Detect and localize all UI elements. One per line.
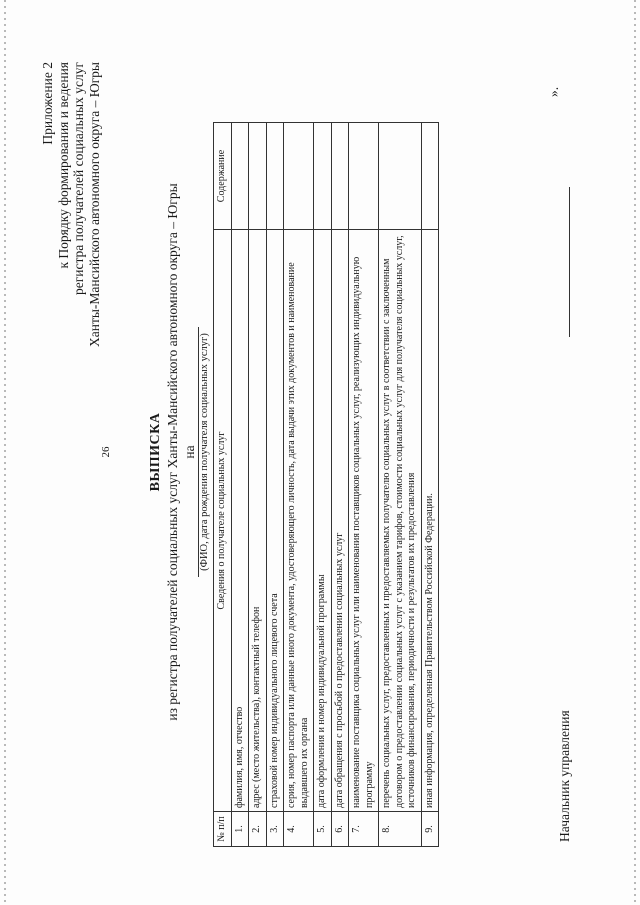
row-text: дата оформления и номер индивидуальной программы bbox=[314, 230, 332, 812]
row-content bbox=[331, 123, 349, 230]
row-number: 3. bbox=[266, 812, 284, 847]
document-title: ВЫПИСКА bbox=[148, 412, 163, 492]
table-row bbox=[314, 123, 332, 847]
table-row bbox=[266, 123, 284, 847]
row-text: серия, номер паспорта или данные иного документа, удостоверяющего личность, дата выдачи этих документов и наименование выдавшего их органа bbox=[284, 230, 314, 812]
header-info: Сведения о получателе социальных услуг bbox=[214, 230, 232, 812]
rotated-content bbox=[25, 22, 615, 882]
header-content: Содержание bbox=[214, 123, 232, 230]
row-number: 8. bbox=[379, 812, 422, 847]
fold-line-left bbox=[4, 0, 6, 905]
row-content bbox=[314, 123, 332, 230]
appendix-header bbox=[40, 62, 102, 347]
row-number: 9. bbox=[421, 812, 439, 847]
info-table bbox=[213, 122, 439, 847]
row-content bbox=[421, 123, 439, 230]
table-row bbox=[249, 123, 267, 847]
fold-line-right bbox=[634, 0, 636, 905]
row-number: 2. bbox=[249, 812, 267, 847]
row-text: иная информация, определенная Правительством Российской Федерации. bbox=[421, 230, 439, 812]
table-row bbox=[421, 123, 439, 847]
table-row bbox=[379, 123, 422, 847]
row-content bbox=[379, 123, 422, 230]
row-content bbox=[266, 123, 284, 230]
row-text: наименование поставщика социальных услуг или наименования поставщиков социальных услуг, реализующих индивидуальную программу bbox=[349, 230, 379, 812]
table-header-row bbox=[214, 123, 232, 847]
appendix-line-4: Ханты-Мансийского автономного округа – Югры bbox=[86, 62, 102, 347]
row-text: фамилия, имя, отчество bbox=[231, 230, 249, 812]
row-number: 4. bbox=[284, 812, 314, 847]
row-content bbox=[284, 123, 314, 230]
row-content bbox=[249, 123, 267, 230]
page-number: 26 bbox=[100, 446, 112, 458]
row-content bbox=[349, 123, 379, 230]
table-row bbox=[284, 123, 314, 847]
row-text: перечень социальных услуг, предоставленных и предоставляемых получателю социальных услуг в соответствии с заключенным договором о предоставлении социальных услуг с указанием тарифов, стоимости социальных услуг для получателя социальных услуг, источников финансирования, периодичности и результатов их предоставления bbox=[379, 230, 422, 812]
row-content bbox=[231, 123, 249, 230]
table-row bbox=[349, 123, 379, 847]
row-text: страховой номер индивидуального лицевого счета bbox=[266, 230, 284, 812]
row-text: адрес (место жительства), контактный телефон bbox=[249, 230, 267, 812]
date-prefix: на bbox=[182, 445, 197, 459]
document-subtitle: из регистра получателей социальных услуг Ханты-Мансийского автономного округа – Югры bbox=[165, 183, 180, 721]
fio-caption-line bbox=[199, 22, 210, 882]
signature-label: Начальник управления bbox=[557, 710, 572, 842]
row-number: 7. bbox=[349, 812, 379, 847]
signature-line bbox=[569, 187, 570, 337]
appendix-line-2: к Порядку формирования и ведения bbox=[55, 62, 71, 269]
appendix-line-1: Приложение 2 bbox=[40, 62, 55, 145]
table-row bbox=[231, 123, 249, 847]
table-row bbox=[331, 123, 349, 847]
row-number: 1. bbox=[231, 812, 249, 847]
closing-quote: ». bbox=[546, 86, 561, 97]
header-number: № п/п bbox=[214, 812, 232, 847]
row-number: 6. bbox=[331, 812, 349, 847]
appendix-line-3: регистра получателей социальных услуг bbox=[71, 62, 86, 295]
row-number: 5. bbox=[314, 812, 332, 847]
row-text: дата обращения с просьбой о предоставлении социальных услуг bbox=[331, 230, 349, 812]
fio-caption: (ФИО, дата рождения получателя социальных услуг) bbox=[198, 327, 210, 577]
